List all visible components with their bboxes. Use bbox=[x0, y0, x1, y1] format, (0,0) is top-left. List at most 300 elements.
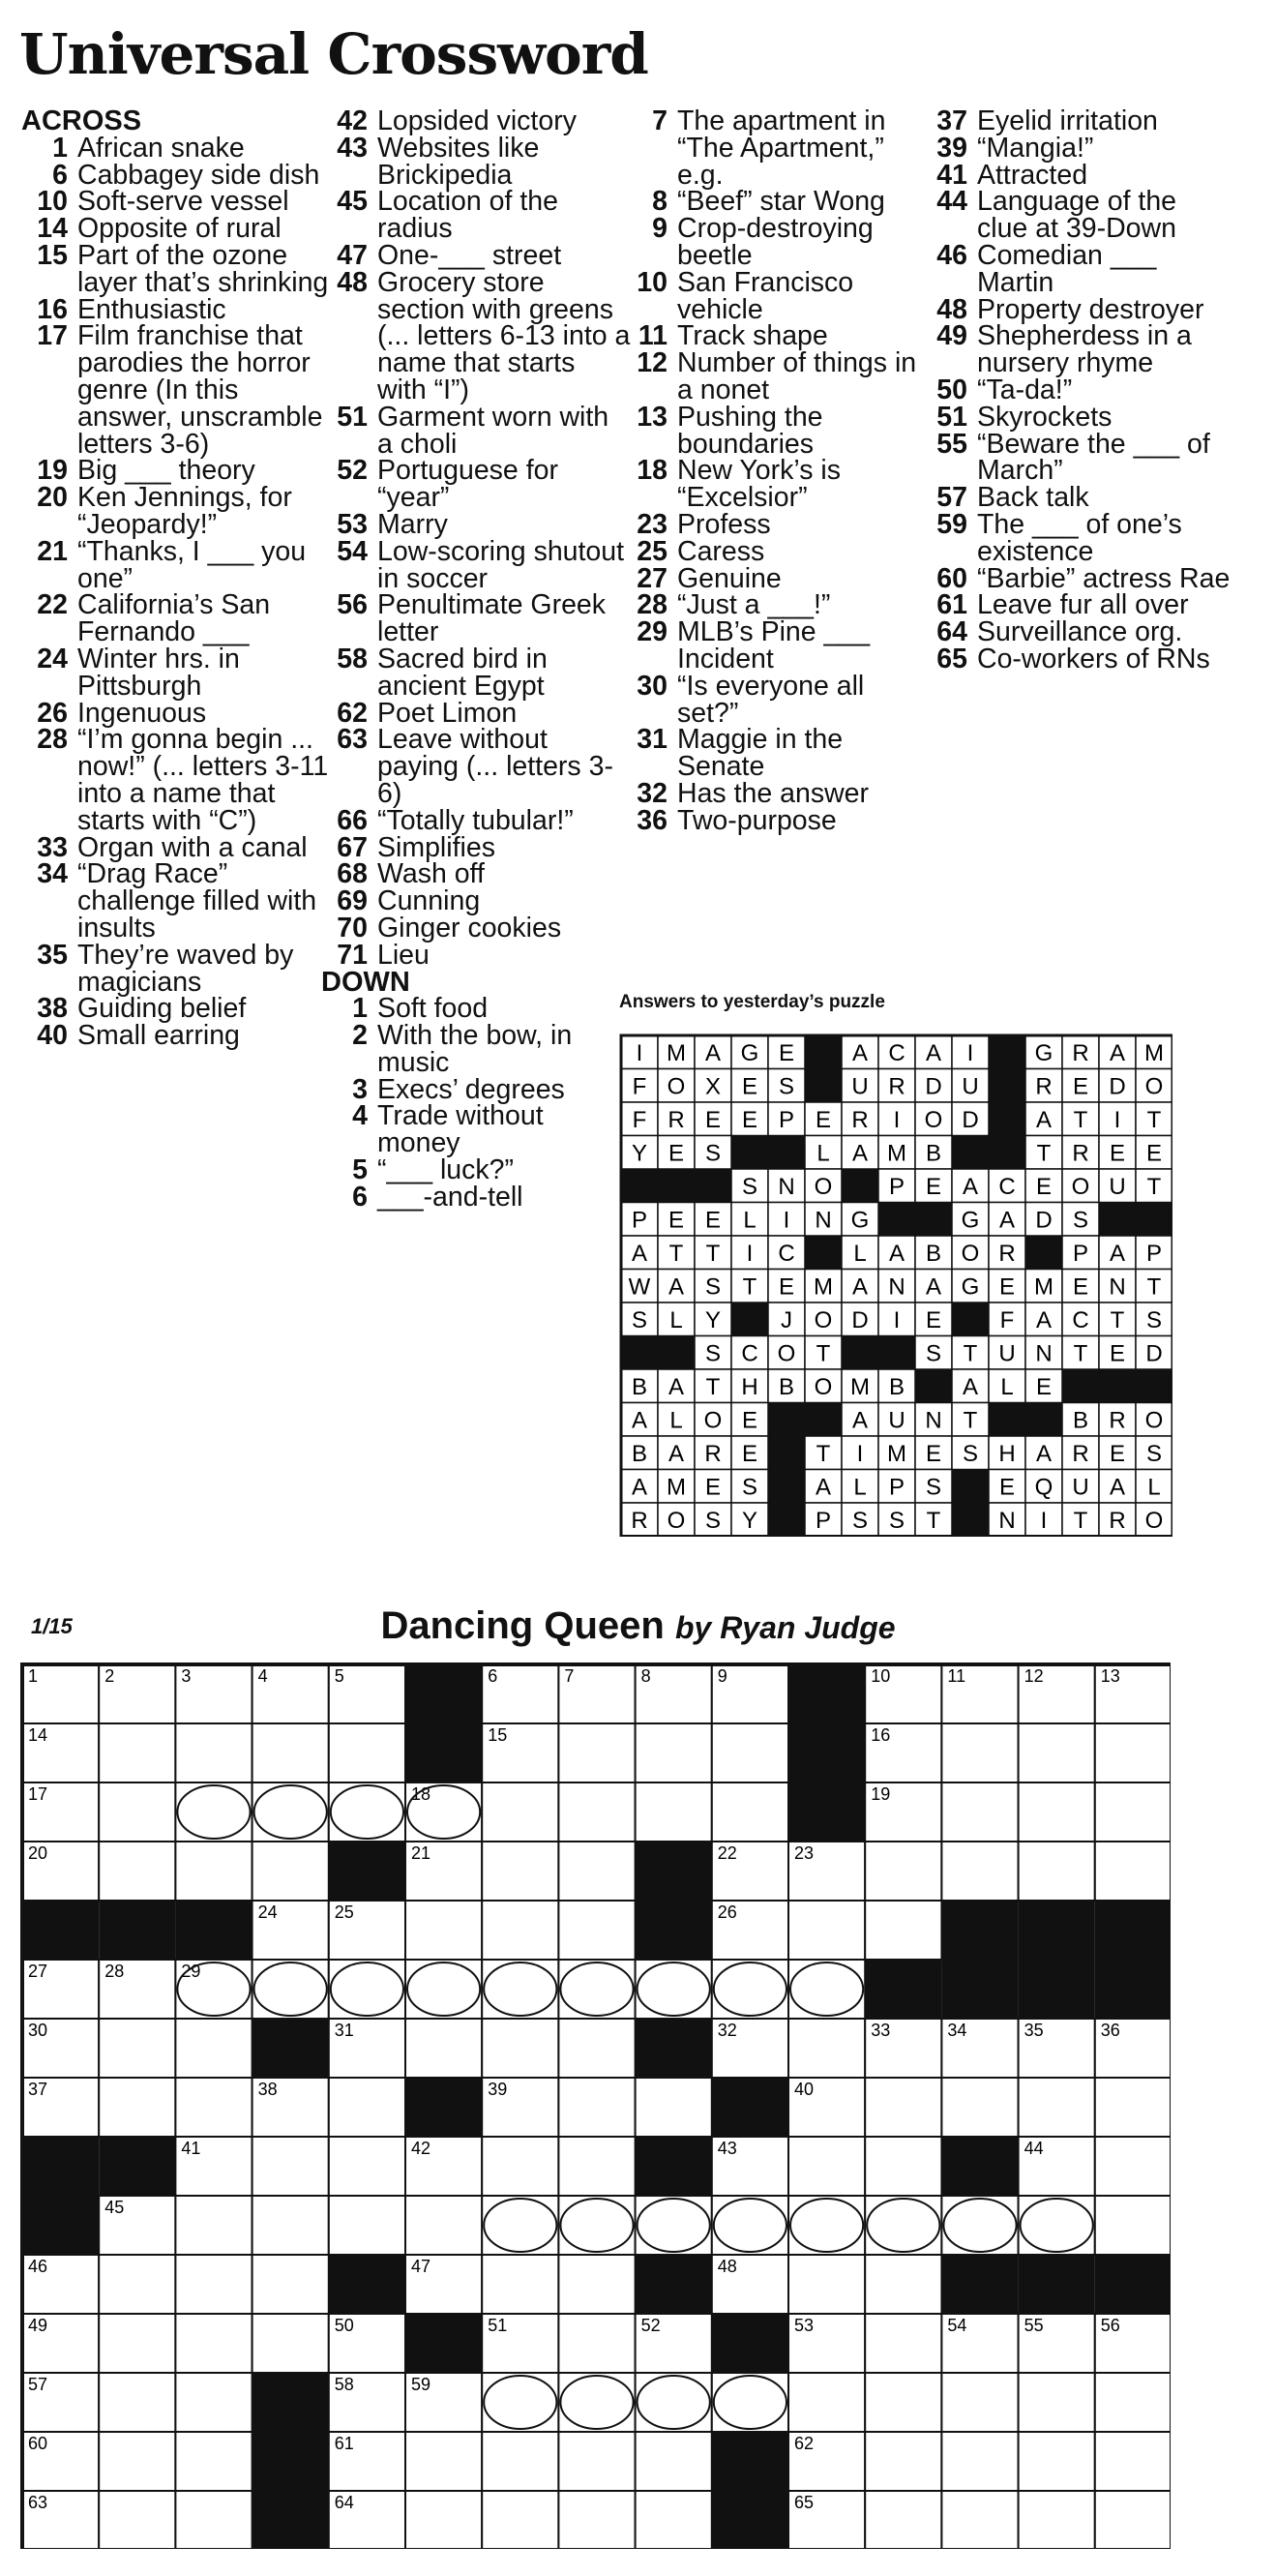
block-cell bbox=[695, 1169, 731, 1203]
clue-text: “Thanks, I ___ you one” bbox=[77, 535, 307, 594]
down-clue[interactable] bbox=[621, 320, 931, 352]
grid-cell[interactable] bbox=[329, 1723, 405, 1782]
grid-cell[interactable] bbox=[252, 1842, 329, 1901]
down-clue[interactable] bbox=[321, 1073, 631, 1105]
down-clue[interactable] bbox=[921, 401, 1231, 433]
grid-cell[interactable] bbox=[252, 1723, 329, 1782]
grid-cell[interactable] bbox=[865, 1842, 941, 1901]
grid-cell[interactable] bbox=[482, 2196, 558, 2255]
answer-letter: G bbox=[850, 1207, 870, 1234]
across-clue[interactable] bbox=[321, 858, 631, 890]
down-clue[interactable] bbox=[321, 1154, 631, 1186]
block-cell bbox=[712, 2432, 788, 2491]
across-clue[interactable] bbox=[321, 804, 631, 836]
answer-letter: Q bbox=[1034, 1474, 1053, 1501]
grid-cell[interactable] bbox=[482, 2373, 558, 2432]
clue-number: 11 bbox=[638, 320, 668, 352]
block-cell bbox=[621, 1169, 658, 1203]
answer-letter: Y bbox=[741, 1508, 758, 1534]
grid-cell[interactable] bbox=[482, 2432, 558, 2491]
clue-text: Wash off bbox=[377, 858, 485, 890]
grid-cell[interactable] bbox=[558, 2019, 635, 2078]
grid-cell[interactable] bbox=[1019, 1842, 1095, 1901]
across-clue[interactable] bbox=[321, 724, 631, 809]
grid-cell[interactable] bbox=[482, 1901, 558, 1960]
grid-cell[interactable] bbox=[1019, 2078, 1095, 2137]
across-clue[interactable] bbox=[21, 535, 331, 594]
down-clue[interactable] bbox=[921, 132, 1231, 164]
across-clue[interactable] bbox=[21, 293, 331, 325]
answer-letter: N bbox=[1109, 1273, 1126, 1301]
cell-number: 6 bbox=[488, 1666, 498, 1686]
block-cell bbox=[941, 2255, 1018, 2314]
grid-cell[interactable] bbox=[329, 2137, 405, 2196]
grid-cell[interactable] bbox=[941, 1723, 1018, 1782]
grid-cell[interactable] bbox=[329, 2078, 405, 2137]
grid-cell[interactable] bbox=[1095, 2373, 1171, 2432]
grid-cell[interactable] bbox=[1095, 2491, 1171, 2549]
answer-letter: E bbox=[925, 1174, 942, 1200]
across-clue[interactable] bbox=[21, 939, 331, 998]
grid-cell[interactable] bbox=[788, 2196, 865, 2255]
answer-letter: S bbox=[851, 1508, 869, 1534]
grid-cell[interactable] bbox=[865, 2432, 941, 2491]
grid-cell[interactable] bbox=[636, 2078, 712, 2137]
grid-cell[interactable] bbox=[1019, 1723, 1095, 1782]
across-clue[interactable] bbox=[321, 697, 631, 729]
grid-cell[interactable] bbox=[1095, 2078, 1171, 2137]
grid-cell[interactable] bbox=[175, 2078, 252, 2137]
clue-number: 60 bbox=[936, 562, 967, 594]
across-clue[interactable] bbox=[321, 831, 631, 863]
answer-letter: H bbox=[998, 1441, 1016, 1467]
across-clue[interactable] bbox=[321, 885, 631, 917]
grid-cell[interactable] bbox=[558, 2373, 635, 2432]
answer-letter: R bbox=[1109, 1508, 1126, 1534]
block-cell bbox=[22, 2137, 99, 2196]
grid-cell[interactable] bbox=[865, 2078, 941, 2137]
down-clue[interactable] bbox=[921, 320, 1231, 379]
grid-cell[interactable] bbox=[712, 1960, 788, 2019]
across-clue[interactable] bbox=[21, 132, 331, 164]
across-clue[interactable] bbox=[21, 239, 331, 298]
grid-cell[interactable] bbox=[636, 2196, 712, 2255]
grid-cell[interactable] bbox=[99, 2432, 175, 2491]
down-clue[interactable] bbox=[921, 186, 1231, 245]
grid-cell[interactable] bbox=[865, 2373, 941, 2432]
clue-text: Simplifies bbox=[377, 831, 495, 863]
answer-letter: R bbox=[668, 1107, 685, 1133]
grid-cell[interactable] bbox=[1095, 1723, 1171, 1782]
down-clue[interactable] bbox=[621, 347, 931, 405]
grid-cell[interactable] bbox=[636, 1960, 712, 2019]
across-clue[interactable] bbox=[21, 993, 331, 1025]
grid-cell[interactable] bbox=[558, 1960, 635, 2019]
block-cell bbox=[941, 1901, 1018, 1960]
clue-text: The apartment in “The Apartment,” e.g. bbox=[677, 105, 886, 191]
across-clue[interactable] bbox=[21, 482, 331, 540]
grid-cell[interactable] bbox=[175, 1782, 252, 1842]
grid-cell[interactable] bbox=[329, 1782, 405, 1842]
grid-cell[interactable] bbox=[482, 2137, 558, 2196]
clue-number: 33 bbox=[37, 831, 68, 863]
across-clue[interactable] bbox=[321, 643, 631, 702]
cell-number: 52 bbox=[640, 2316, 661, 2335]
clue-text: “Drag Race” challenge filled with insults bbox=[77, 858, 317, 944]
block-cell bbox=[952, 1503, 989, 1537]
answer-letter: E bbox=[1109, 1340, 1126, 1367]
answer-letter: B bbox=[631, 1441, 648, 1467]
grid-cell[interactable] bbox=[99, 1782, 175, 1842]
grid-cell[interactable] bbox=[405, 2432, 482, 2491]
grid-cell[interactable] bbox=[1019, 2491, 1095, 2549]
grid-cell[interactable] bbox=[1019, 2373, 1095, 2432]
across-clue[interactable] bbox=[21, 643, 331, 702]
grid-cell[interactable] bbox=[558, 1901, 635, 1960]
grid-cell[interactable] bbox=[941, 2432, 1018, 2491]
answer-letter: A bbox=[925, 1040, 942, 1066]
grid-cell[interactable] bbox=[1095, 2137, 1171, 2196]
grid-cell[interactable] bbox=[712, 2373, 788, 2432]
down-clue[interactable] bbox=[621, 724, 931, 783]
page-title: Universal Crossword bbox=[19, 21, 648, 87]
clue-text: Profess bbox=[677, 508, 771, 540]
clue-number: 44 bbox=[936, 186, 967, 218]
clue-number: 70 bbox=[337, 912, 368, 944]
across-clue[interactable] bbox=[321, 939, 631, 971]
grid-cell[interactable] bbox=[1095, 1842, 1171, 1901]
grid-cell[interactable] bbox=[99, 1842, 175, 1901]
grid-cell[interactable] bbox=[941, 2491, 1018, 2549]
grid-cell[interactable] bbox=[175, 2373, 252, 2432]
grid-cell[interactable] bbox=[636, 1782, 712, 1842]
grid-cell[interactable] bbox=[558, 1842, 635, 1901]
grid-cell[interactable] bbox=[788, 2373, 865, 2432]
down-clue[interactable] bbox=[621, 670, 931, 729]
grid-cell[interactable] bbox=[1095, 2196, 1171, 2255]
across-clue[interactable] bbox=[321, 589, 631, 648]
grid-cell[interactable] bbox=[482, 1782, 558, 1842]
down-clue[interactable] bbox=[921, 589, 1231, 621]
across-clue[interactable] bbox=[21, 159, 331, 191]
grid-cell[interactable] bbox=[1019, 1782, 1095, 1842]
down-clue[interactable] bbox=[921, 482, 1231, 514]
grid-cell[interactable] bbox=[1019, 2432, 1095, 2491]
grid-cell[interactable] bbox=[865, 2491, 941, 2549]
answer-letter: M bbox=[1034, 1273, 1053, 1301]
across-clue[interactable] bbox=[21, 186, 331, 218]
block-cell bbox=[915, 1203, 952, 1237]
cell-number: 42 bbox=[411, 2139, 431, 2158]
grid-cell[interactable] bbox=[99, 2078, 175, 2137]
across-clue[interactable] bbox=[21, 858, 331, 944]
across-clue[interactable] bbox=[321, 132, 631, 191]
clue-text: Enthusiastic bbox=[77, 293, 226, 325]
grid-cell[interactable] bbox=[865, 2314, 941, 2373]
answer-letter: N bbox=[778, 1174, 795, 1200]
grid-cell[interactable] bbox=[1095, 1782, 1171, 1842]
answer-letter: R bbox=[631, 1508, 648, 1534]
down-clue[interactable] bbox=[921, 508, 1231, 567]
grid-cell[interactable] bbox=[252, 2314, 329, 2373]
answer-letter: O bbox=[1144, 1508, 1164, 1534]
grid-cell[interactable] bbox=[405, 2196, 482, 2255]
grid-cell[interactable] bbox=[865, 1901, 941, 1960]
grid-cell[interactable] bbox=[865, 2137, 941, 2196]
grid-cell[interactable] bbox=[252, 2137, 329, 2196]
answer-letter: C bbox=[998, 1174, 1016, 1200]
answer-letter: D bbox=[962, 1107, 979, 1133]
block-cell bbox=[805, 1035, 842, 1069]
answer-letter: I bbox=[746, 1241, 754, 1267]
answer-letter: L bbox=[743, 1207, 757, 1234]
down-clue[interactable] bbox=[921, 293, 1231, 325]
cell-number: 58 bbox=[334, 2375, 354, 2394]
cell-number: 61 bbox=[334, 2434, 354, 2453]
cell-number: 12 bbox=[1024, 1666, 1044, 1686]
answer-letter: R bbox=[1072, 1441, 1089, 1467]
answer-letter: T bbox=[1110, 1307, 1125, 1333]
clue-number: 1 bbox=[52, 132, 68, 164]
across-clue[interactable] bbox=[21, 831, 331, 863]
clue-text: Ingenuous bbox=[77, 697, 207, 729]
grid-cell[interactable] bbox=[252, 1960, 329, 2019]
block-cell bbox=[842, 1169, 878, 1203]
grid-cell[interactable] bbox=[865, 2255, 941, 2314]
cell-number: 21 bbox=[411, 1843, 431, 1863]
answer-letter: T bbox=[705, 1241, 721, 1267]
down-clue[interactable] bbox=[921, 159, 1231, 191]
grid-cell[interactable] bbox=[252, 2196, 329, 2255]
grid-cell[interactable] bbox=[175, 2196, 252, 2255]
grid-cell[interactable] bbox=[636, 2373, 712, 2432]
down-clue[interactable] bbox=[921, 105, 1231, 136]
clue-number: 53 bbox=[337, 508, 368, 540]
grid-cell[interactable] bbox=[558, 2078, 635, 2137]
clue-number: 32 bbox=[637, 777, 668, 809]
grid-cell[interactable] bbox=[482, 2255, 558, 2314]
down-clue[interactable] bbox=[621, 213, 931, 271]
grid-cell[interactable] bbox=[329, 1960, 405, 2019]
grid-cell[interactable] bbox=[482, 2491, 558, 2549]
down-clue[interactable] bbox=[921, 562, 1231, 594]
clue-number: 43 bbox=[337, 132, 368, 164]
across-clue[interactable] bbox=[21, 589, 331, 648]
across-clue[interactable] bbox=[321, 535, 631, 594]
down-clue[interactable] bbox=[321, 1181, 631, 1213]
grid-cell[interactable] bbox=[558, 2196, 635, 2255]
grid-cell[interactable] bbox=[175, 2255, 252, 2314]
grid-cell[interactable] bbox=[252, 1782, 329, 1842]
grid-cell[interactable] bbox=[558, 2432, 635, 2491]
answer-letter: S bbox=[704, 1340, 722, 1367]
clue-text: Ginger cookies bbox=[377, 912, 562, 944]
grid-cell[interactable] bbox=[558, 2314, 635, 2373]
grid-cell[interactable] bbox=[558, 2255, 635, 2314]
across-clue[interactable] bbox=[321, 455, 631, 514]
clue-number: 41 bbox=[936, 159, 967, 191]
block-cell bbox=[989, 1069, 1025, 1103]
grid-cell[interactable] bbox=[865, 2196, 941, 2255]
grid-cell[interactable] bbox=[712, 1782, 788, 1842]
answer-letter: A bbox=[1035, 1441, 1053, 1467]
grid-cell[interactable] bbox=[99, 1723, 175, 1782]
grid-cell[interactable] bbox=[788, 1901, 865, 1960]
cell-number: 15 bbox=[488, 1725, 508, 1745]
grid-cell[interactable] bbox=[482, 1960, 558, 2019]
cell-number: 38 bbox=[257, 2080, 278, 2099]
cell-number: 17 bbox=[28, 1784, 48, 1804]
down-clue[interactable] bbox=[621, 535, 931, 567]
grid-cell[interactable] bbox=[558, 1723, 635, 1782]
answer-letter: D bbox=[1035, 1207, 1053, 1234]
grid-cell[interactable] bbox=[941, 2078, 1018, 2137]
grid-cell[interactable] bbox=[558, 2491, 635, 2549]
down-clue[interactable] bbox=[621, 105, 931, 191]
grid-cell[interactable] bbox=[636, 2491, 712, 2549]
grid-cell[interactable] bbox=[99, 2255, 175, 2314]
down-clue[interactable] bbox=[921, 428, 1231, 487]
down-clue[interactable] bbox=[321, 1020, 631, 1078]
grid-cell[interactable] bbox=[99, 2314, 175, 2373]
grid-cell[interactable] bbox=[558, 1782, 635, 1842]
across-clue[interactable] bbox=[21, 697, 331, 729]
block-cell bbox=[252, 2019, 329, 2078]
answer-letter: I bbox=[893, 1307, 901, 1333]
crossword-grid[interactable] bbox=[19, 1662, 1171, 2549]
grid-cell[interactable] bbox=[99, 2019, 175, 2078]
cell-number: 2 bbox=[104, 1666, 115, 1686]
block-cell bbox=[878, 1336, 915, 1370]
grid-cell[interactable] bbox=[941, 2373, 1018, 2432]
grid-cell[interactable] bbox=[175, 2491, 252, 2549]
across-clue[interactable] bbox=[321, 186, 631, 245]
answer-letter: O bbox=[961, 1241, 980, 1267]
clue-number: 57 bbox=[936, 482, 967, 514]
grid-cell[interactable] bbox=[712, 2196, 788, 2255]
cell-number: 19 bbox=[871, 1784, 891, 1804]
grid-cell[interactable] bbox=[175, 2314, 252, 2373]
down-clue[interactable] bbox=[621, 589, 931, 621]
clue-number: 54 bbox=[337, 535, 368, 567]
down-clue[interactable] bbox=[621, 616, 931, 674]
grid-cell[interactable] bbox=[941, 2196, 1018, 2255]
across-clue[interactable] bbox=[21, 320, 331, 460]
grid-cell[interactable] bbox=[405, 2491, 482, 2549]
across-clue[interactable] bbox=[321, 912, 631, 944]
block-cell bbox=[621, 1336, 658, 1370]
down-clue[interactable] bbox=[321, 993, 631, 1025]
clue-number: 3 bbox=[352, 1073, 368, 1105]
across-clue[interactable] bbox=[21, 724, 331, 836]
down-clue[interactable] bbox=[621, 455, 931, 514]
grid-cell[interactable] bbox=[788, 1960, 865, 2019]
answer-letter: M bbox=[667, 1040, 686, 1066]
puzzle-title: Dancing Queen bbox=[380, 1604, 665, 1647]
answer-letter: S bbox=[741, 1174, 758, 1200]
clue-text: Winter hrs. in Pittsburgh bbox=[77, 643, 240, 702]
grid-cell[interactable] bbox=[636, 1723, 712, 1782]
clue-text: California’s San Fernando ___ bbox=[77, 589, 271, 648]
grid-cell[interactable] bbox=[636, 2432, 712, 2491]
cell-number: 28 bbox=[104, 1962, 125, 1981]
grid-cell[interactable] bbox=[558, 2137, 635, 2196]
grid-cell[interactable] bbox=[788, 2255, 865, 2314]
down-clue[interactable] bbox=[921, 239, 1231, 298]
down-clue[interactable] bbox=[621, 186, 931, 218]
grid-cell[interactable] bbox=[482, 2019, 558, 2078]
down-clue[interactable] bbox=[621, 508, 931, 540]
grid-cell[interactable] bbox=[941, 1842, 1018, 1901]
grid-cell[interactable] bbox=[405, 1960, 482, 2019]
clue-number: 52 bbox=[337, 455, 368, 487]
block-cell bbox=[915, 1369, 952, 1403]
across-clue[interactable] bbox=[21, 455, 331, 487]
cell-number: 32 bbox=[717, 2021, 737, 2040]
across-clue[interactable] bbox=[321, 508, 631, 540]
grid-cell[interactable] bbox=[175, 2019, 252, 2078]
grid-cell[interactable] bbox=[329, 2196, 405, 2255]
grid-cell[interactable] bbox=[252, 2255, 329, 2314]
clue-number: 26 bbox=[37, 697, 68, 729]
cell-number: 51 bbox=[488, 2316, 508, 2335]
down-clue[interactable] bbox=[921, 616, 1231, 648]
answer-letter: T bbox=[1073, 1107, 1088, 1133]
clue-number: 17 bbox=[37, 320, 68, 352]
grid-cell[interactable] bbox=[712, 1723, 788, 1782]
down-clue[interactable] bbox=[621, 401, 931, 460]
grid-cell[interactable] bbox=[175, 1723, 252, 1782]
answer-letter: U bbox=[851, 1073, 869, 1100]
answer-letter: M bbox=[1144, 1040, 1164, 1066]
down-clue[interactable] bbox=[621, 562, 931, 594]
across-clue[interactable] bbox=[321, 105, 631, 136]
down-clue[interactable] bbox=[621, 804, 931, 836]
down-clue[interactable] bbox=[921, 643, 1231, 674]
clue-number: 24 bbox=[37, 643, 68, 674]
grid-cell[interactable] bbox=[405, 2019, 482, 2078]
grid-cell[interactable] bbox=[1095, 2432, 1171, 2491]
grid-cell[interactable] bbox=[788, 2019, 865, 2078]
across-clue[interactable] bbox=[321, 401, 631, 460]
across-clue[interactable] bbox=[21, 213, 331, 245]
across-clue[interactable] bbox=[21, 1020, 331, 1052]
answer-letter: C bbox=[888, 1040, 905, 1066]
clue-text: Grocery store section with greens (... letters 6-13 into a name that starts with “I”) bbox=[377, 266, 631, 405]
grid-cell[interactable] bbox=[175, 2432, 252, 2491]
block-cell bbox=[252, 2491, 329, 2549]
grid-cell[interactable] bbox=[941, 1782, 1018, 1842]
answer-letter: T bbox=[705, 1374, 721, 1400]
clue-number: 23 bbox=[637, 508, 668, 540]
grid-cell[interactable] bbox=[405, 1901, 482, 1960]
clue-number: 55 bbox=[936, 428, 967, 460]
across-clue[interactable] bbox=[321, 266, 631, 405]
down-clue[interactable] bbox=[621, 777, 931, 809]
grid-cell[interactable] bbox=[175, 1842, 252, 1901]
grid-cell[interactable] bbox=[482, 1842, 558, 1901]
down-clue[interactable] bbox=[621, 266, 931, 325]
grid-cell[interactable] bbox=[99, 2373, 175, 2432]
grid-cell[interactable] bbox=[788, 2137, 865, 2196]
clue-text: Cunning bbox=[377, 885, 481, 917]
down-clue[interactable] bbox=[921, 374, 1231, 405]
down-clue[interactable] bbox=[321, 1100, 631, 1159]
grid-cell[interactable] bbox=[1019, 2196, 1095, 2255]
block-cell bbox=[252, 2373, 329, 2432]
grid-cell[interactable] bbox=[99, 2491, 175, 2549]
across-clue[interactable] bbox=[321, 239, 631, 271]
